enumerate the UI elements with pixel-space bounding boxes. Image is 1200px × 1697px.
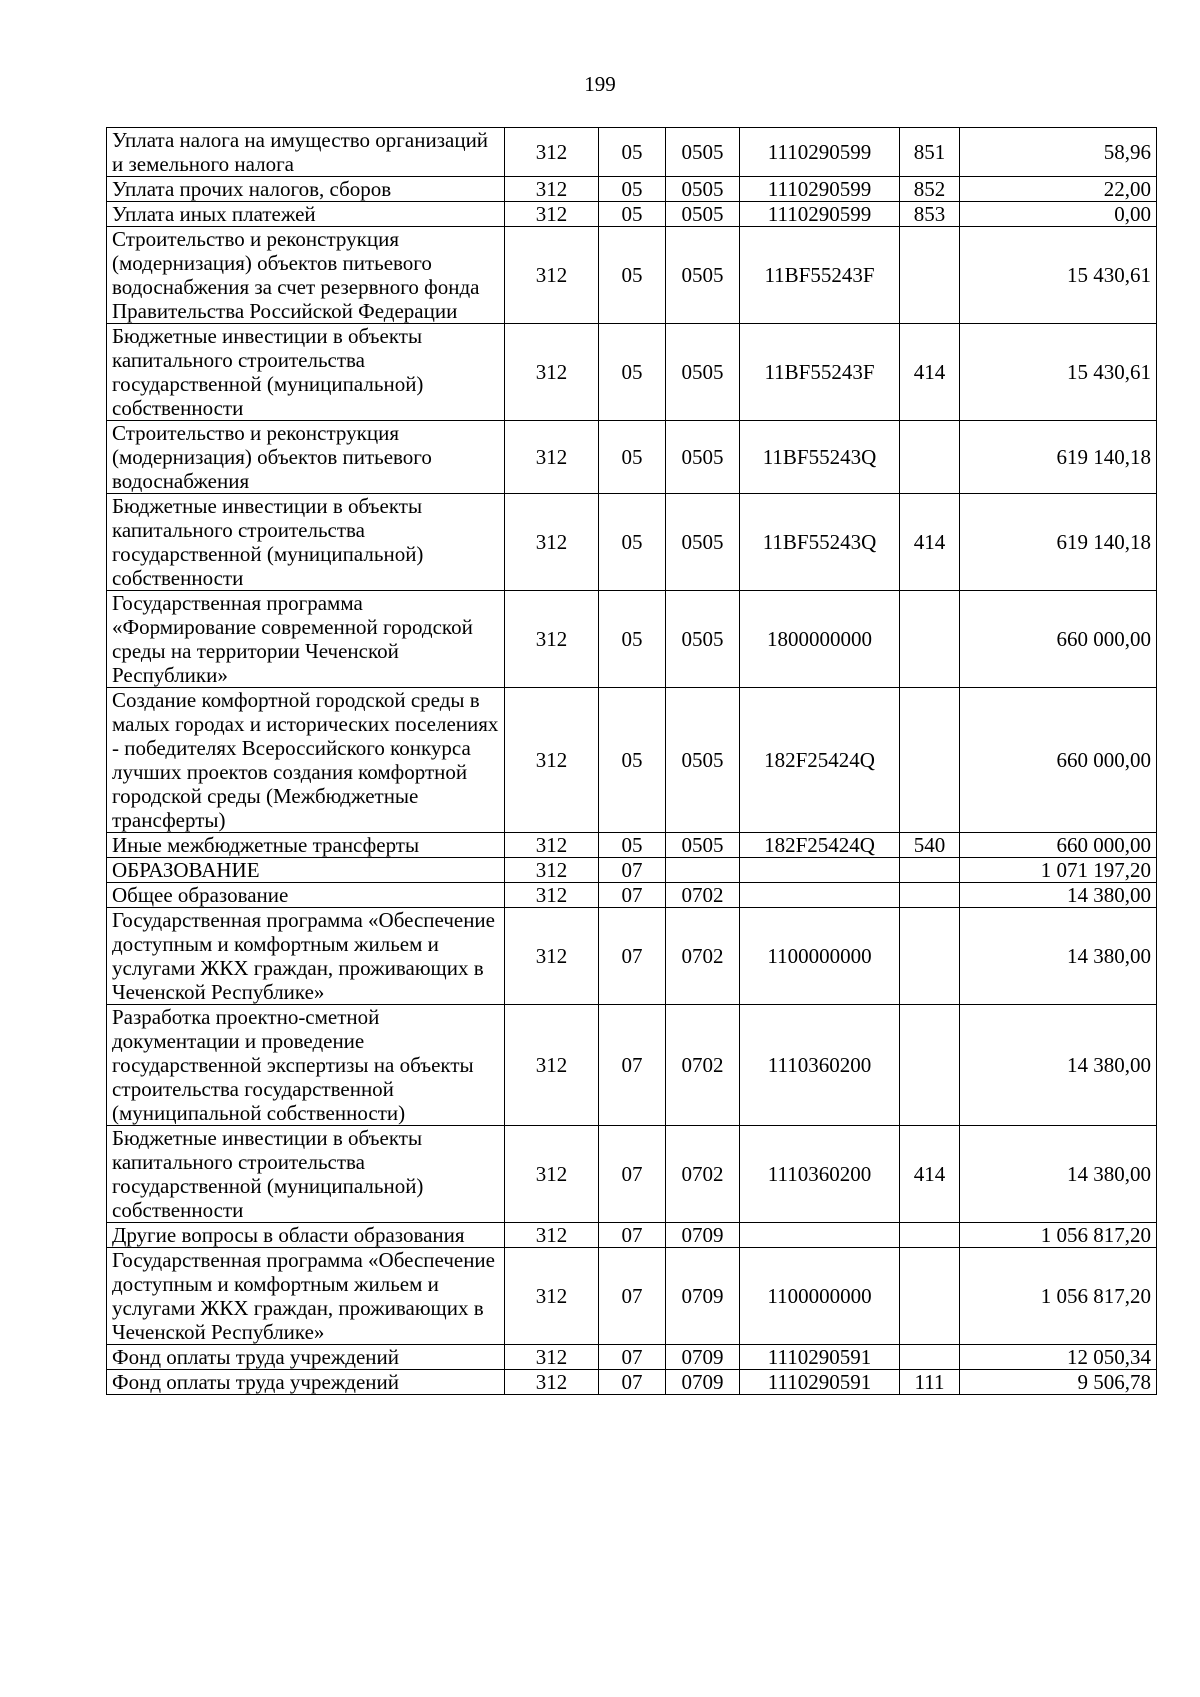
- table-row: [107, 883, 1157, 908]
- cell-ministry: 312: [505, 177, 599, 202]
- cell-subsection: 0505: [666, 591, 740, 688]
- cell-target-article: 1100000000: [740, 908, 900, 1005]
- cell-ministry: 312: [505, 858, 599, 883]
- cell-name: Бюджетные инвестиции в объекты капитального строительства государственной (муниципальной) собственности: [107, 494, 505, 591]
- table-row: [107, 421, 1157, 494]
- cell-amount: 660 000,00: [960, 688, 1157, 833]
- cell-subsection: [666, 858, 740, 883]
- cell-target-article: 1110290599: [740, 202, 900, 227]
- table-row: [107, 324, 1157, 421]
- cell-subsection: 0505: [666, 128, 740, 177]
- cell-ministry: 312: [505, 1223, 599, 1248]
- cell-target-article: 182F25424Q: [740, 833, 900, 858]
- cell-ministry: 312: [505, 688, 599, 833]
- cell-target-article: 1100000000: [740, 1248, 900, 1345]
- budget-table: [106, 127, 1157, 1395]
- cell-amount: 9 506,78: [960, 1370, 1157, 1395]
- cell-amount: 1 071 197,20: [960, 858, 1157, 883]
- cell-target-article: 11BF55243F: [740, 227, 900, 324]
- cell-expense-type: 853: [900, 202, 960, 227]
- cell-section: 07: [599, 858, 666, 883]
- cell-target-article: 1110290591: [740, 1345, 900, 1370]
- page-number: 199: [584, 72, 616, 96]
- cell-subsection: 0505: [666, 227, 740, 324]
- table-row: [107, 128, 1157, 177]
- table-row: [107, 688, 1157, 833]
- cell-section: 05: [599, 494, 666, 591]
- cell-name: Государственная программа «Формирование современной городской среды на территории Чеченской Республики»: [107, 591, 505, 688]
- table-row: [107, 1005, 1157, 1126]
- cell-name: Строительство и реконструкция (модернизация) объектов питьевого водоснабжения за счет резервного фонда Правительства Российской Федерации: [107, 227, 505, 324]
- cell-section: 05: [599, 202, 666, 227]
- cell-subsection: 0702: [666, 908, 740, 1005]
- cell-name: Бюджетные инвестиции в объекты капитального строительства государственной (муниципальной) собственности: [107, 1126, 505, 1223]
- cell-section: 07: [599, 908, 666, 1005]
- cell-name: Уплата прочих налогов, сборов: [107, 177, 505, 202]
- cell-subsection: 0505: [666, 833, 740, 858]
- cell-amount: 58,96: [960, 128, 1157, 177]
- cell-subsection: 0709: [666, 1345, 740, 1370]
- cell-expense-type: [900, 1345, 960, 1370]
- table-row: [107, 858, 1157, 883]
- cell-ministry: 312: [505, 1248, 599, 1345]
- cell-amount: 1 056 817,20: [960, 1223, 1157, 1248]
- cell-target-article: 1110360200: [740, 1126, 900, 1223]
- cell-ministry: 312: [505, 227, 599, 324]
- cell-target-article: 182F25424Q: [740, 688, 900, 833]
- cell-section: 05: [599, 421, 666, 494]
- table-row: [107, 908, 1157, 1005]
- cell-expense-type: [900, 421, 960, 494]
- cell-section: 05: [599, 227, 666, 324]
- cell-subsection: 0702: [666, 883, 740, 908]
- cell-subsection: 0505: [666, 421, 740, 494]
- cell-ministry: 312: [505, 1370, 599, 1395]
- cell-name: Другие вопросы в области образования: [107, 1223, 505, 1248]
- cell-name: Бюджетные инвестиции в объекты капитального строительства государственной (муниципальной) собственности: [107, 324, 505, 421]
- cell-subsection: 0505: [666, 177, 740, 202]
- cell-amount: 22,00: [960, 177, 1157, 202]
- table-row: [107, 494, 1157, 591]
- cell-ministry: 312: [505, 1005, 599, 1126]
- cell-ministry: 312: [505, 833, 599, 858]
- cell-ministry: 312: [505, 494, 599, 591]
- cell-name: Уплата налога на имущество организаций и земельного налога: [107, 128, 505, 177]
- cell-subsection: 0709: [666, 1223, 740, 1248]
- cell-subsection: 0709: [666, 1248, 740, 1345]
- cell-amount: 660 000,00: [960, 833, 1157, 858]
- cell-subsection: 0709: [666, 1370, 740, 1395]
- cell-amount: 14 380,00: [960, 908, 1157, 1005]
- table-row: [107, 1126, 1157, 1223]
- cell-name: Уплата иных платежей: [107, 202, 505, 227]
- cell-section: 05: [599, 177, 666, 202]
- cell-expense-type: [900, 1223, 960, 1248]
- cell-section: 07: [599, 1126, 666, 1223]
- cell-subsection: 0505: [666, 202, 740, 227]
- cell-section: 05: [599, 833, 666, 858]
- table-row: [107, 227, 1157, 324]
- cell-ministry: 312: [505, 1126, 599, 1223]
- cell-section: 05: [599, 128, 666, 177]
- cell-amount: 660 000,00: [960, 591, 1157, 688]
- cell-target-article: 11BF55243Q: [740, 494, 900, 591]
- cell-ministry: 312: [505, 883, 599, 908]
- cell-target-article: 11BF55243F: [740, 324, 900, 421]
- table-row: [107, 1345, 1157, 1370]
- cell-section: 07: [599, 1248, 666, 1345]
- cell-name: Разработка проектно-сметной документации и проведение государственной экспертизы на объекты строительства государственной (муниципальной собственности): [107, 1005, 505, 1126]
- cell-target-article: [740, 1223, 900, 1248]
- cell-expense-type: [900, 1248, 960, 1345]
- cell-subsection: 0702: [666, 1126, 740, 1223]
- cell-subsection: 0505: [666, 324, 740, 421]
- cell-ministry: 312: [505, 591, 599, 688]
- table-row: [107, 833, 1157, 858]
- cell-ministry: 312: [505, 128, 599, 177]
- cell-amount: 14 380,00: [960, 1005, 1157, 1126]
- cell-amount: 1 056 817,20: [960, 1248, 1157, 1345]
- cell-expense-type: [900, 883, 960, 908]
- cell-amount: 14 380,00: [960, 1126, 1157, 1223]
- cell-section: 05: [599, 591, 666, 688]
- cell-name: Строительство и реконструкция (модернизация) объектов питьевого водоснабжения: [107, 421, 505, 494]
- table-row: [107, 1248, 1157, 1345]
- cell-subsection: 0702: [666, 1005, 740, 1126]
- cell-expense-type: 414: [900, 324, 960, 421]
- cell-ministry: 312: [505, 324, 599, 421]
- cell-subsection: 0505: [666, 494, 740, 591]
- cell-target-article: [740, 883, 900, 908]
- cell-name: Иные межбюджетные трансферты: [107, 833, 505, 858]
- cell-name: ОБРАЗОВАНИЕ: [107, 858, 505, 883]
- table-row: [107, 202, 1157, 227]
- cell-section: 07: [599, 883, 666, 908]
- table-row: [107, 1223, 1157, 1248]
- cell-expense-type: [900, 858, 960, 883]
- cell-target-article: 11BF55243Q: [740, 421, 900, 494]
- cell-target-article: 1110290599: [740, 128, 900, 177]
- cell-expense-type: 414: [900, 494, 960, 591]
- cell-name: Общее образование: [107, 883, 505, 908]
- cell-section: 07: [599, 1370, 666, 1395]
- table-row: [107, 1370, 1157, 1395]
- cell-expense-type: 414: [900, 1126, 960, 1223]
- cell-expense-type: [900, 591, 960, 688]
- cell-amount: 14 380,00: [960, 883, 1157, 908]
- cell-ministry: 312: [505, 908, 599, 1005]
- table-row: [107, 591, 1157, 688]
- cell-amount: 15 430,61: [960, 324, 1157, 421]
- cell-ministry: 312: [505, 202, 599, 227]
- cell-amount: 15 430,61: [960, 227, 1157, 324]
- cell-expense-type: [900, 1005, 960, 1126]
- cell-expense-type: [900, 688, 960, 833]
- cell-target-article: 1800000000: [740, 591, 900, 688]
- cell-target-article: [740, 858, 900, 883]
- cell-expense-type: 852: [900, 177, 960, 202]
- cell-section: 07: [599, 1345, 666, 1370]
- cell-section: 07: [599, 1223, 666, 1248]
- cell-amount: 619 140,18: [960, 421, 1157, 494]
- cell-name: Фонд оплаты труда учреждений: [107, 1345, 505, 1370]
- cell-name: Фонд оплаты труда учреждений: [107, 1370, 505, 1395]
- cell-section: 05: [599, 324, 666, 421]
- cell-target-article: 1110290599: [740, 177, 900, 202]
- cell-amount: 619 140,18: [960, 494, 1157, 591]
- cell-amount: 12 050,34: [960, 1345, 1157, 1370]
- cell-target-article: 1110360200: [740, 1005, 900, 1126]
- cell-name: Создание комфортной городской среды в малых городах и исторических поселениях - победителях Всероссийского конкурса лучших проектов создания комфортной городской среды (Межбюджетные трансферты): [107, 688, 505, 833]
- cell-section: 07: [599, 1005, 666, 1126]
- budget-table-body: [107, 128, 1157, 1395]
- cell-ministry: 312: [505, 1345, 599, 1370]
- table-row: [107, 177, 1157, 202]
- cell-expense-type: [900, 227, 960, 324]
- cell-expense-type: [900, 908, 960, 1005]
- cell-name: Государственная программа «Обеспечение доступным и комфортным жильем и услугами ЖКХ граждан, проживающих в Чеченской Республике»: [107, 908, 505, 1005]
- cell-expense-type: 111: [900, 1370, 960, 1395]
- cell-name: Государственная программа «Обеспечение доступным и комфортным жильем и услугами ЖКХ граждан, проживающих в Чеченской Республике»: [107, 1248, 505, 1345]
- cell-target-article: 1110290591: [740, 1370, 900, 1395]
- cell-section: 05: [599, 688, 666, 833]
- cell-ministry: 312: [505, 421, 599, 494]
- cell-subsection: 0505: [666, 688, 740, 833]
- cell-expense-type: 851: [900, 128, 960, 177]
- cell-expense-type: 540: [900, 833, 960, 858]
- cell-amount: 0,00: [960, 202, 1157, 227]
